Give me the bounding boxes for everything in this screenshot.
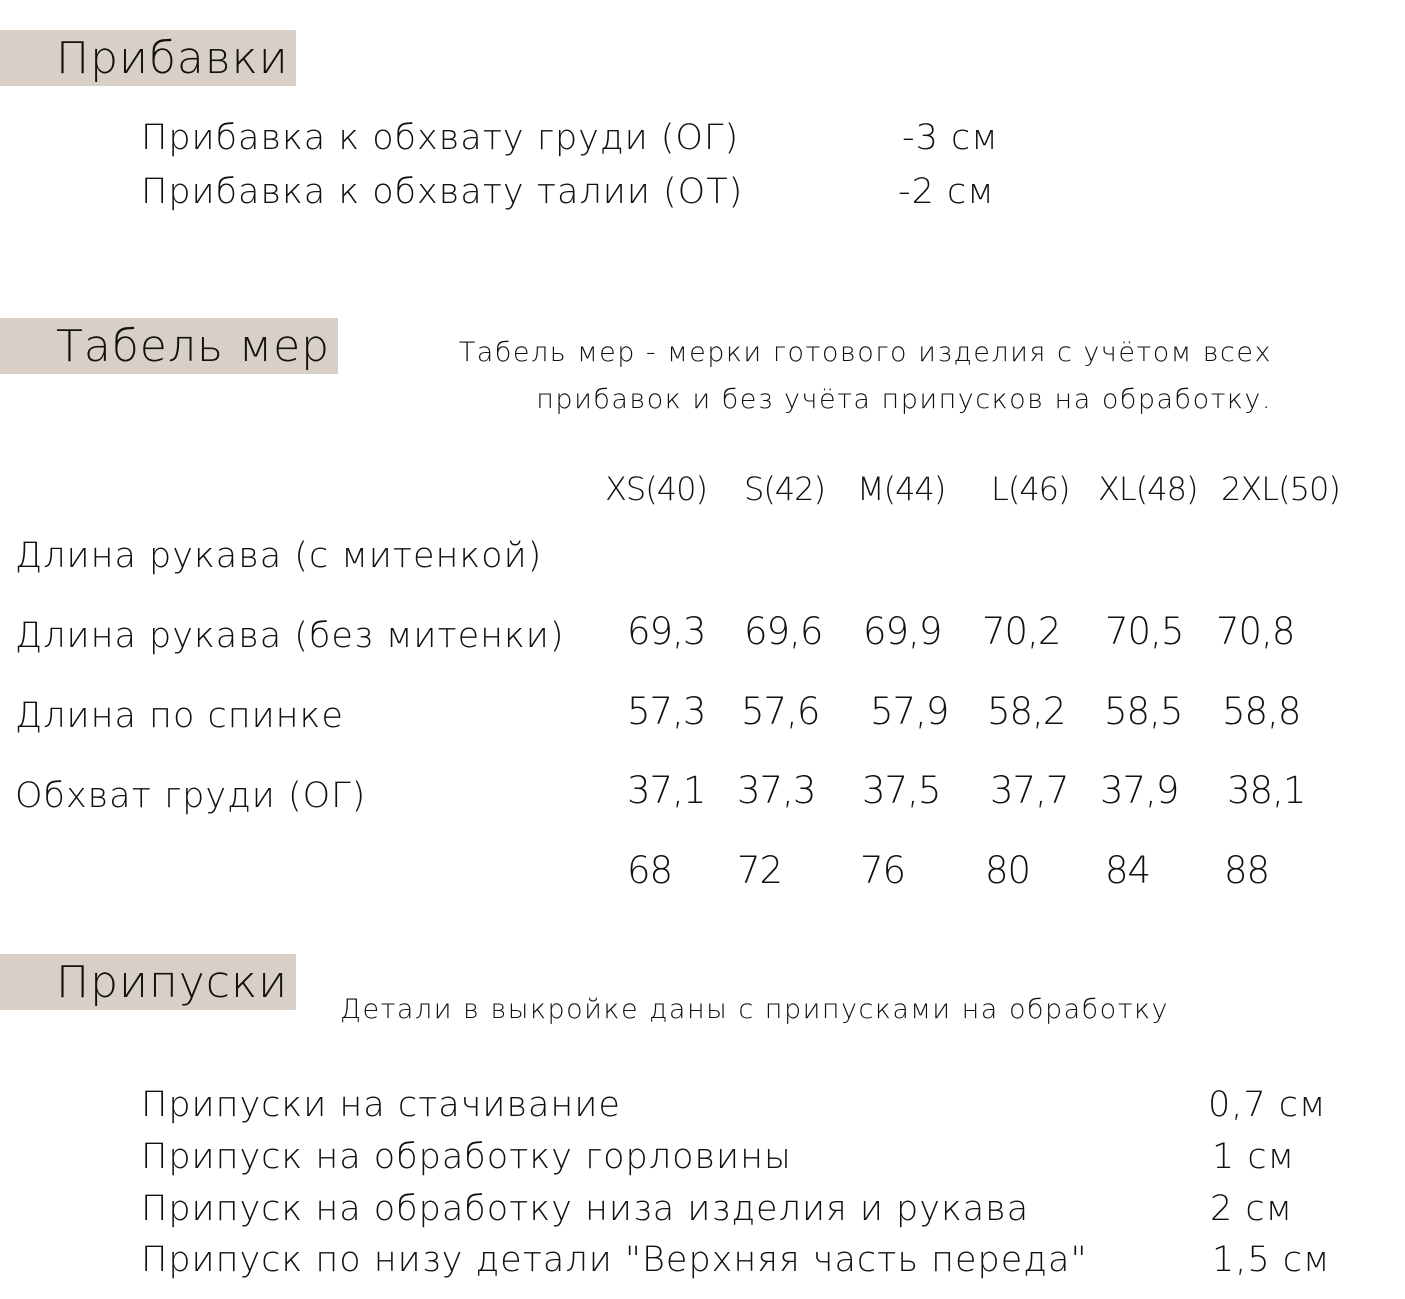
measure-value: 70,8 <box>1216 610 1295 653</box>
measure-value: 57,6 <box>741 690 820 733</box>
allowance-label: Припуск по низу детали "Верхняя часть переда" <box>141 1240 1088 1280</box>
size-header: M(44) <box>857 470 946 508</box>
allowance-value: 1 см <box>1212 1137 1296 1177</box>
section-banner-allowances <box>0 954 296 1010</box>
allowances-note: Детали в выкройке даны с припусками на обработку <box>340 994 1170 1025</box>
measure-value: 58,2 <box>987 690 1066 733</box>
size-header: 2XL(50) <box>1221 470 1340 508</box>
size-header: XS(40) <box>605 470 707 508</box>
measure-value: 80 <box>985 849 1031 892</box>
measure-value: 37,9 <box>1100 769 1179 812</box>
measure-value: 37,5 <box>862 769 941 812</box>
measure-row-label: Длина по спинке <box>15 696 344 736</box>
measure-value: 70,2 <box>982 610 1061 653</box>
allowance-label: Припуск на обработку низа изделия и рукава <box>141 1189 1030 1229</box>
measure-value: 69,3 <box>627 610 706 653</box>
measure-value: 58,8 <box>1222 690 1301 733</box>
addition-label-chest: Прибавка к обхвату груди (ОГ) <box>141 118 740 158</box>
measure-value: 37,7 <box>990 769 1069 812</box>
section-banner-additions <box>0 30 296 86</box>
measure-value: 58,5 <box>1104 690 1183 733</box>
measure-value: 70,5 <box>1105 610 1184 653</box>
allowance-value: 2 см <box>1210 1189 1294 1229</box>
size-header: XL(48) <box>1098 470 1198 508</box>
allowance-value: 1,5 см <box>1212 1240 1331 1280</box>
measure-row-label: Длина рукава (с митенкой) <box>15 536 543 576</box>
addition-value-waist: -2 см <box>898 172 995 212</box>
measure-value: 38,1 <box>1227 769 1306 812</box>
measure-value: 69,9 <box>863 610 942 653</box>
measure-value: 57,3 <box>627 690 706 733</box>
addition-value-chest: -3 см <box>902 118 999 158</box>
measure-value: 37,3 <box>737 769 816 812</box>
allowance-label: Припуск на обработку горловины <box>141 1137 792 1177</box>
measure-row-label: Обхват груди (ОГ) <box>15 776 367 816</box>
section-banner-measures <box>0 318 338 374</box>
section-title-measures: Табель мер <box>56 320 331 372</box>
measure-value: 68 <box>627 849 673 892</box>
measure-value: 84 <box>1105 849 1151 892</box>
measure-value: 69,6 <box>744 610 823 653</box>
section-title-additions: Прибавки <box>56 32 289 84</box>
measures-note-line1: Табель мер - мерки готового изделия с учётом всех <box>458 337 1272 368</box>
allowance-label: Припуски на стачивание <box>141 1085 621 1125</box>
size-header: L(46) <box>991 470 1070 508</box>
measures-note-line2: прибавок и без учёта припусков на обработку. <box>536 384 1272 415</box>
measure-value: 57,9 <box>870 690 949 733</box>
allowance-value: 0,7 см <box>1208 1085 1327 1125</box>
measure-value: 37,1 <box>627 769 706 812</box>
measure-value: 88 <box>1224 849 1270 892</box>
measure-row-label: Длина рукава (без митенки) <box>15 616 565 656</box>
measure-value: 72 <box>737 849 783 892</box>
measure-value: 76 <box>860 849 906 892</box>
addition-label-waist: Прибавка к обхвату талии (ОТ) <box>141 172 744 212</box>
section-title-allowances: Припуски <box>56 956 289 1008</box>
size-header: S(42) <box>744 470 825 508</box>
